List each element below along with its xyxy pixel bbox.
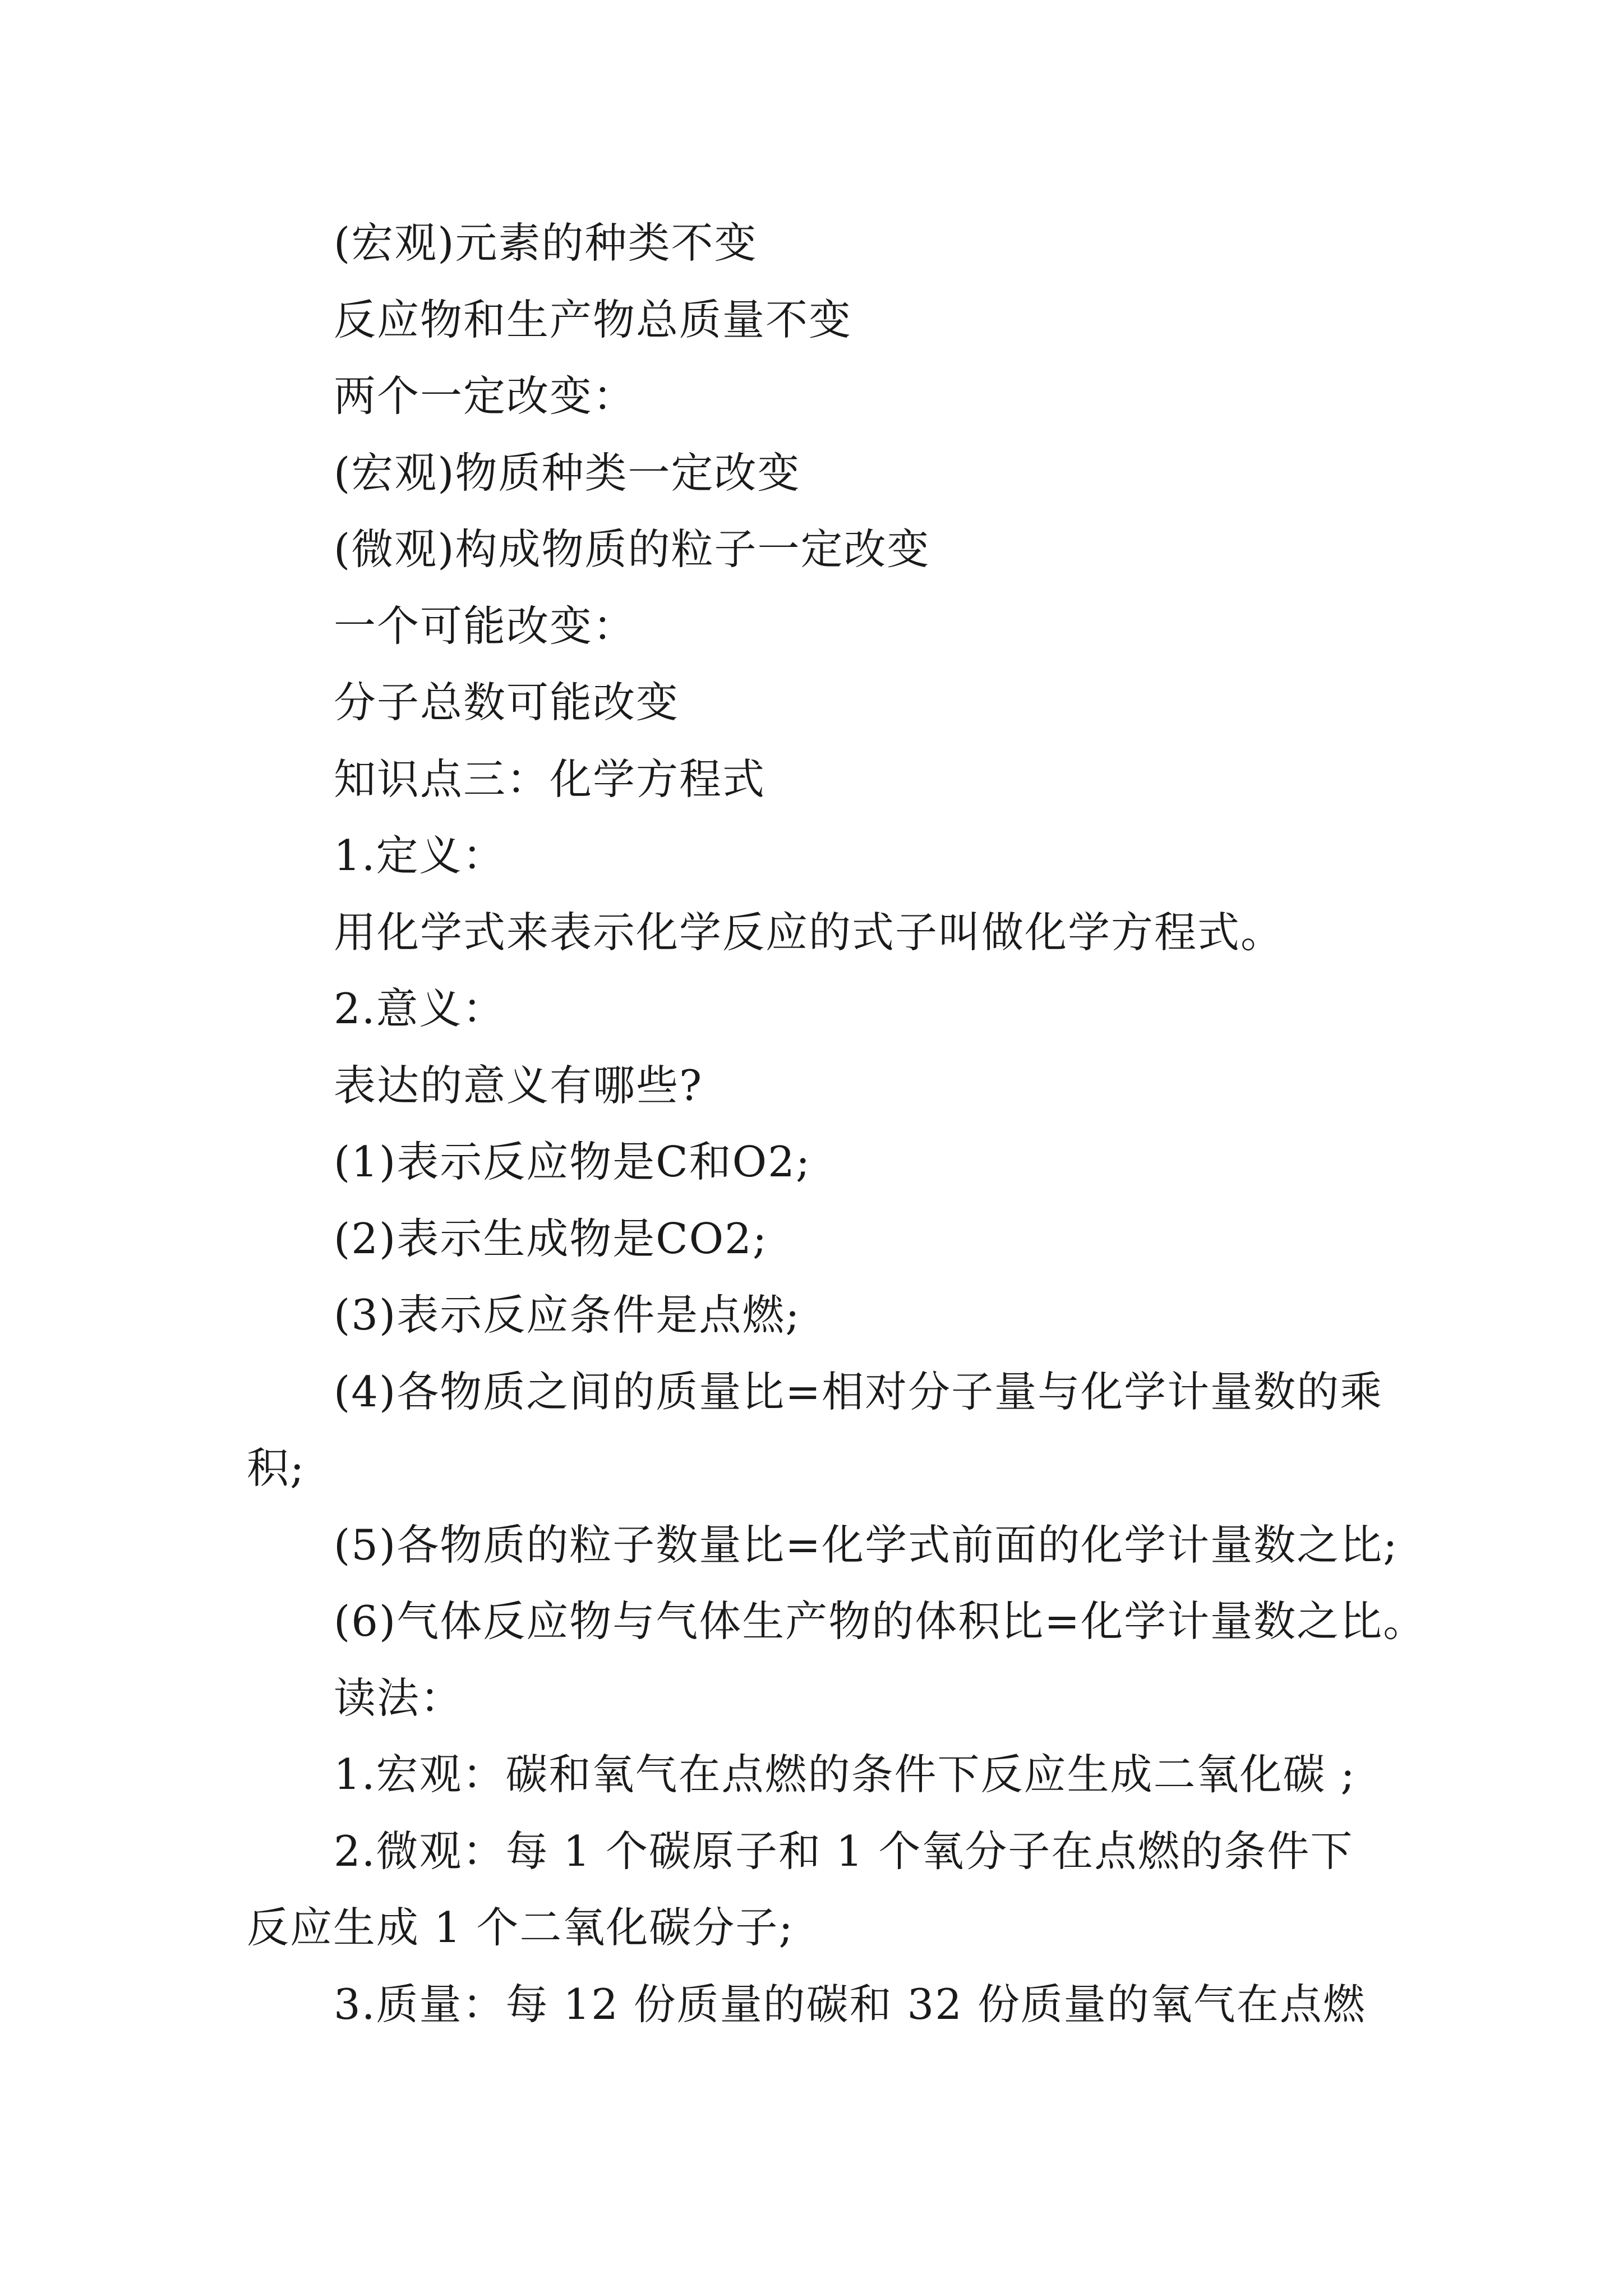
document-body [247,205,1427,2042]
paragraph-line: (宏观)物质种类一定改变 [334,448,801,498]
list-item-continuation: 反应生成 1 个二氧化碳分子; [247,1903,794,1952]
list-item: 2.微观：每 1 个碳原子和 1 个氧分子在点燃的条件下 [334,1826,1354,1876]
paragraph-line: 表达的意义有哪些? [334,1060,703,1110]
paragraph-line: 2.意义： [334,984,506,1033]
list-item: (5)各物质的粒子数量比=化学式前面的化学计量数之比; [334,1520,1399,1570]
list-item: (6)气体反应物与气体生产物的体积比=化学计量数之比。 [334,1596,1427,1646]
list-item: (1)表示反应物是C和O2; [334,1137,811,1186]
paragraph-line: 两个一定改变： [334,371,637,421]
paragraph-line: 分子总数可能改变 [334,678,680,727]
list-item: (3)表示反应条件是点燃; [334,1290,801,1340]
paragraph-line: 一个可能改变： [334,601,637,651]
paragraph-line: 1.定义： [334,831,506,880]
list-item: 3.质量：每 12 份质量的碳和 32 份质量的氧气在点燃 [334,1979,1366,2029]
list-item-continuation: 积; [247,1443,306,1493]
paragraph-line: 读法： [334,1673,464,1723]
paragraph-line: (微观)构成物质的粒子一定改变 [334,524,930,574]
paragraph-line: 反应物和生产物总质量不变 [334,295,852,344]
paragraph-line: (宏观)元素的种类不变 [334,218,758,268]
list-item: 1.宏观：碳和氧气在点燃的条件下反应生成二氧化碳 ; [334,1750,1356,1799]
list-item: (2)表示生成物是CO2; [334,1213,768,1263]
list-item: (4)各物质之间的质量比=相对分子量与化学计量数的乘 [334,1366,1384,1416]
paragraph-line: 用化学式来表示化学反应的式子叫做化学方程式。 [334,907,1284,957]
section-heading: 知识点三：化学方程式 [334,754,766,804]
